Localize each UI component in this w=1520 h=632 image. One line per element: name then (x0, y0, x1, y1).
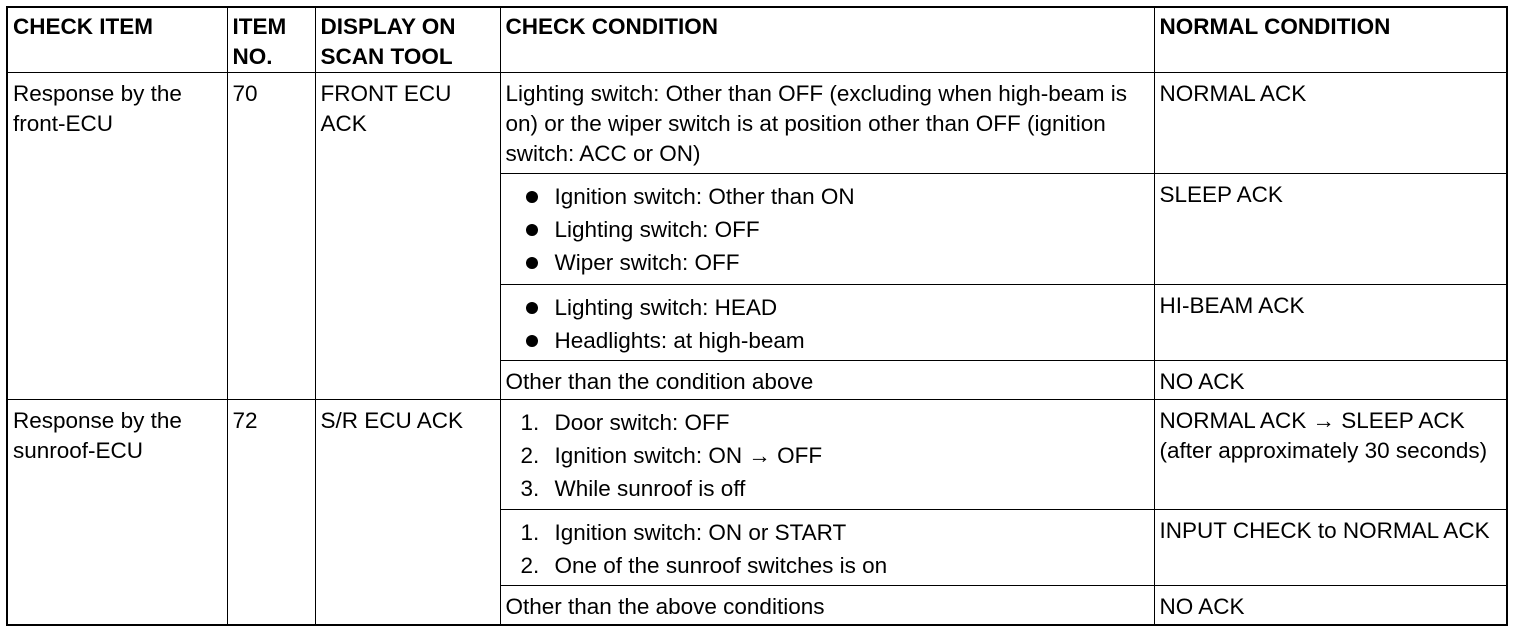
bullet-item: Lighting switch: OFF (506, 213, 1150, 246)
header-normal-condition: NORMAL CONDITION (1154, 7, 1507, 73)
display-cell: FRONT ECU ACK (315, 73, 500, 400)
item-text: While sunroof is off (554, 475, 746, 501)
numbered-item (506, 406, 1150, 439)
header-item-no-line1: ITEM (232, 14, 287, 39)
item-number: 2. (520, 442, 540, 468)
normal-condition-cell: NO ACK (1154, 586, 1507, 625)
bullet-item: Headlights: at high-beam (506, 324, 1150, 357)
item-text: One of the sunroof switches is on (554, 553, 888, 579)
display-cell: S/R ECU ACK (315, 399, 500, 625)
check-item-cell: Response by the sunroof-ECU (7, 399, 227, 625)
numbered-item (506, 549, 1150, 582)
header-display-on-scan-tool (315, 7, 500, 73)
item-text: Ignition switch: ON or START (554, 520, 847, 546)
table-row (7, 73, 1507, 174)
check-condition-cell (500, 510, 1154, 586)
numbered-list (506, 516, 1150, 582)
normal-condition-cell: NORMAL ACK (1154, 73, 1507, 174)
normal-condition-cell: NORMAL ACK → SLEEP ACK (after approximately 30 seconds) (1154, 399, 1507, 510)
normal-condition-cell: HI-BEAM ACK (1154, 284, 1507, 360)
header-check-item: CHECK ITEM (7, 7, 227, 73)
table-row (7, 399, 1507, 510)
header-row (7, 7, 1507, 73)
item-number: 2. (520, 553, 540, 579)
numbered-item (506, 516, 1150, 549)
check-condition-cell (500, 284, 1154, 360)
check-condition-cell: Lighting switch: Other than OFF (excluding when high-beam is on) or the wiper switch is at position other than OFF (ignition switch: ACC or ON) (500, 73, 1154, 174)
normal-condition-cell: INPUT CHECK to NORMAL ACK (1154, 510, 1507, 586)
item-text: Door switch: OFF (554, 409, 730, 435)
item-number: 1. (520, 520, 540, 546)
check-table (6, 6, 1508, 626)
item-no-cell: 72 (227, 399, 315, 625)
item-no-cell: 70 (227, 73, 315, 400)
header-check-condition: CHECK CONDITION (500, 7, 1154, 73)
numbered-item (506, 439, 1150, 472)
bullet-item: Lighting switch: HEAD (506, 291, 1150, 324)
item-number: 3. (520, 475, 540, 501)
bullet-list (506, 291, 1150, 357)
header-display-line2: SCAN TOOL (320, 44, 453, 69)
bullet-item: Ignition switch: Other than ON (506, 180, 1150, 213)
item-text: Ignition switch: ON → OFF (554, 442, 823, 468)
normal-condition-cell: NO ACK (1154, 360, 1507, 399)
normal-condition-cell: SLEEP ACK (1154, 174, 1507, 285)
item-number: 1. (520, 409, 540, 435)
bullet-item: Wiper switch: OFF (506, 246, 1150, 279)
header-display-line1: DISPLAY ON (320, 14, 456, 39)
check-condition-cell (500, 399, 1154, 510)
numbered-item (506, 472, 1150, 505)
header-item-no-line2: NO. (232, 44, 273, 69)
check-condition-cell: Other than the condition above (500, 360, 1154, 399)
check-condition-cell (500, 174, 1154, 285)
check-item-cell: Response by the front-ECU (7, 73, 227, 400)
numbered-list (506, 406, 1150, 505)
check-condition-cell: Other than the above conditions (500, 586, 1154, 625)
header-item-no (227, 7, 315, 73)
bullet-list (506, 180, 1150, 279)
